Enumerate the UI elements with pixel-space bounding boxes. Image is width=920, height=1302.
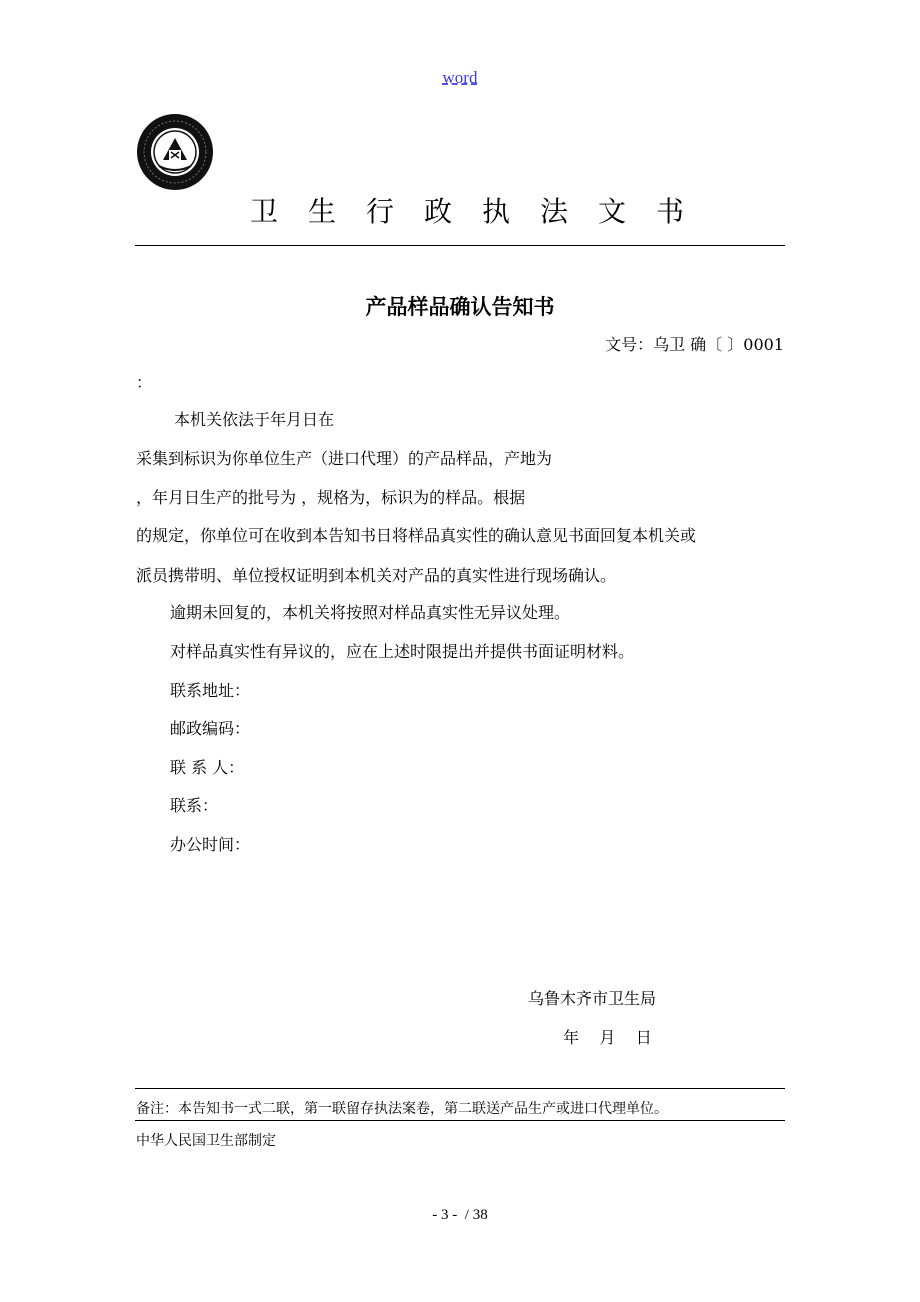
issuing-authority: 乌鲁木齐市卫生局 (528, 989, 657, 1008)
contact-phone-label: 联系： (170, 796, 219, 815)
body-line-3: ，年月日生产的批号为 ，规格为，标识为的样品。根据 (136, 488, 526, 507)
issue-date-line: 年 月 日 (563, 1028, 652, 1047)
body-line-6: 逾期未回复的，本机关将按照对样品真实性无异议处理。 (170, 603, 571, 622)
remark-top-rule (135, 1088, 785, 1089)
office-hours-label: 办公时间： (170, 835, 251, 854)
made-by-note: 中华人民国卫生部制定 (136, 1133, 276, 1149)
body-line-7: 对样品真实性有异议的，应在上述时限提出并提供书面证明材料。 (170, 642, 635, 661)
header-divider (135, 245, 785, 246)
document-title: 产品样品确认告知书 (365, 295, 555, 319)
contact-person-label: 联 系 人： (170, 758, 245, 777)
header-word-link[interactable]: word (442, 68, 478, 87)
contact-postcode-label: 邮政编码： (170, 719, 251, 738)
remark-note: 备注：本告知书一式二联，第一联留存执法案卷，第二联送产品生产或进口代理单位。 (136, 1101, 668, 1117)
remark-bottom-rule (135, 1120, 785, 1121)
body-line-2: 采集到标识为你单位生产（进口代理）的产品样品，产地为 (136, 449, 553, 468)
page-indicator: - 3 - / 38 (432, 1207, 488, 1223)
body-line-4: 的规定，你单位可在收到本告知书日将样品真实性的确认意见书面回复本机关或 (136, 526, 697, 545)
document-type-heading: 卫生行政执法文书 (250, 195, 715, 228)
contact-address-label: 联系地址： (170, 681, 251, 700)
document-number: 文号：乌卫 确〔 〕0001 (605, 335, 784, 354)
body-line-1: 本机关依法于年月日在 (174, 410, 335, 429)
body-line-5: 派员携带明、单位授权证明到本机关对产品的真实性进行现场确认。 (136, 566, 617, 585)
addressee-line: ： (136, 373, 153, 392)
health-inspection-emblem-icon (135, 112, 215, 192)
